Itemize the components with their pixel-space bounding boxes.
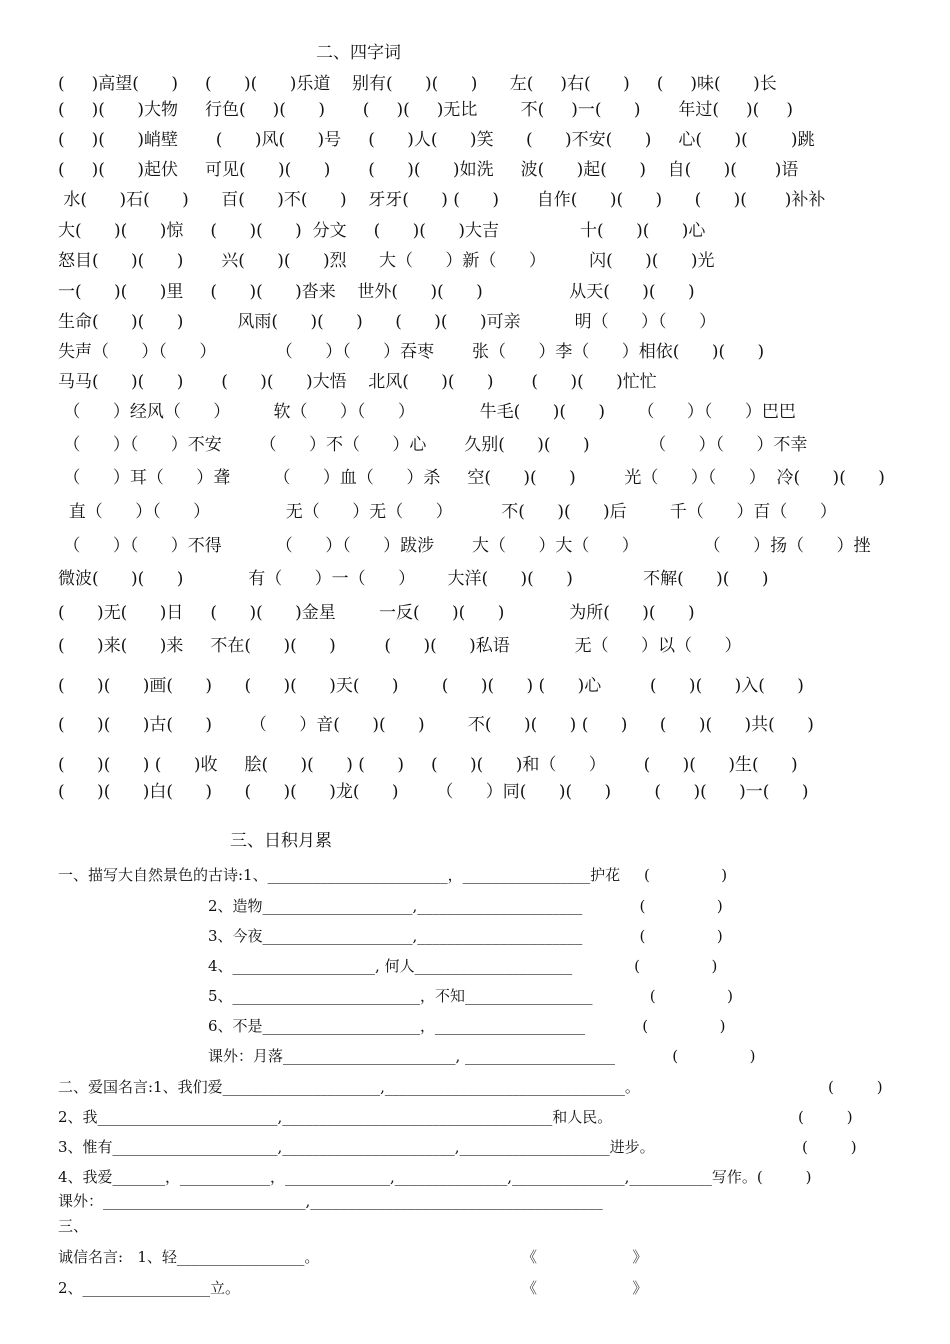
idiom-row: ( )( )起伏 可见( )( ) ( )( )如洗 波( )起( ) 自( )( )语 [58,160,799,180]
patriotic-line: 2、我________________________,____________________________________和人民。 [58,1108,613,1126]
idiom-row: ( )高望( ) ( )( )乐道 别有( )( ) 左( )右( ) ( )味( )长 [58,74,777,94]
idiom-row: （ ）经风（ ） 软（ ）（ ） 牛毛( )( ) （ ）（ ）巴巴 [58,402,796,422]
answer-bracket: ( ) [802,1138,857,1156]
patriotic-line: 4、我爱_______，____________，______________,_______________,_______________,___________写作。( ) [58,1168,812,1186]
section-number: 三、 [58,1217,89,1235]
poem-line: 4、___________________, 何人_____________________ ( ) [208,957,718,975]
idiom-row: 大( )( )惊 ( )( ) 分文 ( )( )大吉 十( )( )心 [58,221,706,241]
idiom-row: 失声（ ）（ ） （ ）（ ）吞枣 张（ ）李（ ）相依( )( ) [58,342,765,362]
patriotic-line: 3、惟有______________________,_______________________,____________________进步。 [58,1138,655,1156]
answer-bracket: ( ) [798,1108,853,1126]
patriotic-line: 二、爱国名言:1、我们爱_____________________,________________________________。 [58,1078,640,1096]
idiom-row: ( )( )峭壁 ( )风( )号 ( )人( )笑 ( )不安( ) 心( )( )跳 [58,130,815,150]
idiom-row: 水( )石( ) 百( )不( ) 牙牙( ) ( ) 自作( )( ) ( )( )补补 [58,190,826,210]
poem-line: 3、今夜____________________,______________________ ( ) [208,927,723,945]
idiom-row: ( )( ) ( )收 脍( )( ) ( ) ( )( )和（ ） ( )( )生( ) [58,755,798,775]
idiom-row: 马马( )( ) ( )( )大悟 北风( )( ) ( )( )忙忙 [58,372,657,392]
idiom-row: ( )( )古( ) （ ）音( )( ) 不( )( ) ( ) ( )( )共( ) [58,715,814,735]
idiom-row: （ ）（ ）不安 （ ）不（ ）心 久别( )( ) （ ）（ ）不幸 [58,435,808,455]
idiom-row: ( )来( )来 不在( )( ) ( )( )私语 无（ ）以（ ） [58,636,742,656]
idiom-row: （ ）（ ）不得 （ ）（ ）跋涉 大（ ）大（ ） （ ）扬（ ）挫 [58,536,871,556]
idiom-row: 微波( )( ) 有（ ）一（ ） 大洋( )( ) 不解( )( ) [58,569,769,589]
book-bracket: 《 》 [522,1279,648,1297]
poem-line: 2、造物____________________,______________________ ( ) [208,897,723,915]
idiom-row: ( )( )大物 行色( )( ) ( )( )无比 不( )一( ) 年过( )( ) [58,100,793,120]
idiom-row: 怒目( )( ) 兴( )( )烈 大（ ）新（ ） 闪( )( )光 [58,251,715,271]
idiom-row: 生命( )( ) 风雨( )( ) ( )( )可亲 明（ ）（ ） [58,312,716,332]
book-bracket: 《 》 [522,1248,648,1266]
answer-bracket: ( ) [828,1078,883,1096]
patriotic-line: 课外：___________________________,_______________________________________ [58,1192,603,1210]
idiom-row: 直（ ）（ ） 无（ ）无（ ） 不( )( )后 千（ ）百（ ） [58,502,837,522]
integrity-line: 诚信名言: 1、轻_________________。 [58,1248,320,1266]
poem-line: 5、_________________________，不知_________________ ( ) [208,987,733,1005]
idiom-row: ( )( )画( ) ( )( )天( ) ( )( ) ( )心 ( )( )入( ) [58,676,804,696]
poem-line: 6、不是_____________________，____________________ ( ) [208,1017,726,1035]
idiom-row: ( )( )白( ) ( )( )龙( ) （ ）同( )( ) ( )( )一( ) [58,782,809,802]
section3-title: 三、日积月累 [230,831,332,851]
poem-line: 课外：月落_______________________, ____________________ ( ) [208,1047,756,1065]
idiom-row: ( )无( )日 ( )( )金星 一反( )( ) 为所( )( ) [58,603,695,623]
section2-title: 二、四字词 [316,43,401,63]
poem-line: 一、描写大自然景色的古诗:1、________________________，_________________护花 ( ) [58,866,728,884]
integrity-line: 2、_________________立。 [58,1279,241,1297]
idiom-row: （ ）耳（ ）聋 （ ）血（ ）杀 空( )( ) 光（ ）（ ） 冷( )( ) [58,468,885,488]
idiom-row: 一( )( )里 ( )( )沓来 世外( )( ) 从天( )( ) [58,282,695,302]
